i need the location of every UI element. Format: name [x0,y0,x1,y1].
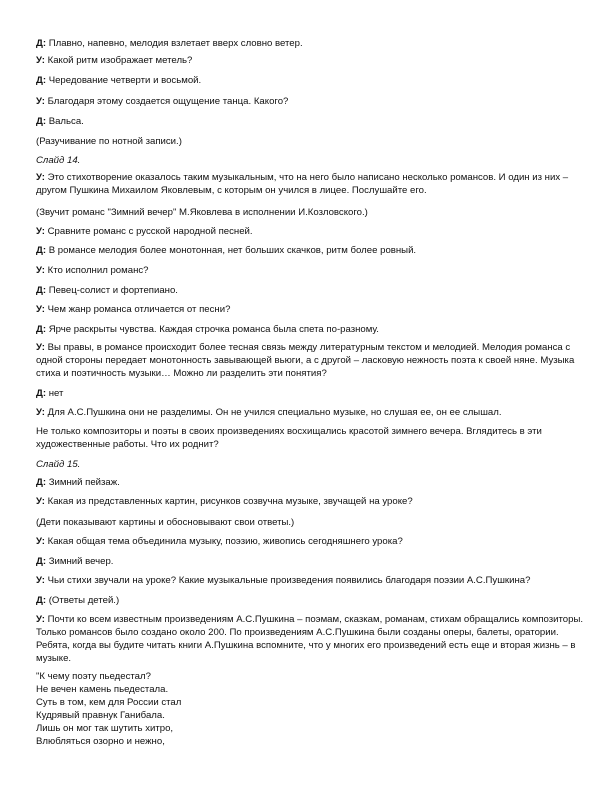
speaker-label: Д: [36,324,47,335]
speaker-label: У: [36,575,45,586]
paragraph-text: Это стихотворение оказалось таким музыкальным, что на него было написано несколько романсов. И один из них – другом Пушкина Михаилом Яковлевым, с которым он учился в лицее. Послушайте его. [36,172,569,196]
speaker-label: У: [36,55,45,66]
speaker-label: У: [36,342,45,353]
paragraph-text: (Звучит романс "Зимний вечер" М.Яковлева в исполнении И.Козловского.) [36,207,368,218]
paragraph [36,95,584,108]
speaker-label: У: [36,226,45,237]
speaker-label: У: [36,407,45,418]
paragraph [36,406,584,419]
paragraph [36,284,584,297]
paragraph-text: (Ответы детей.) [46,595,120,606]
poem [36,670,584,748]
poem-line: Кудрявый правнук Ганибала. [36,710,165,721]
paragraph-text: Благодаря этому создается ощущение танца. Какого? [44,96,289,107]
speaker-label: Д: [36,388,47,399]
poem-line: Влюбляться озорно и нежно, [36,736,165,747]
paragraph [36,476,584,489]
paragraph-text: Зимний вечер. [46,556,114,567]
speaker-label: У: [36,614,45,625]
slide-heading [36,458,584,471]
paragraph-text: Какая из представленных картин, рисунков созвучна музыке, звучащей на уроке? [44,496,413,507]
paragraph [36,264,584,277]
paragraph-text: Для А.С.Пушкина они не разделимы. Он не учился специально музыке, но слушая ее, он ее слышал. [44,407,502,418]
speaker-label: Д: [36,285,47,296]
paragraph-text: Какая общая тема объединила музыку, поэзию, живопись сегодняшнего урока? [44,536,403,547]
paragraph-text: нет [46,388,64,399]
paragraph-text: Ярче раскрыты чувства. Каждая строчка романса была спета по-разному. [46,324,379,335]
paragraph-text: Не только композиторы и поэты в своих произведениях восхищались красотой зимнего вечера. Вглядитесь в эти художественные работы. Что их роднит? [36,426,542,450]
speaker-label: Д: [36,595,47,606]
paragraph-text: Чьи стихи звучали на уроке? Какие музыкальные произведения появились благодаря поэзии А.С.Пушкина? [44,575,531,586]
paragraph [36,37,584,50]
paragraph [36,574,584,587]
paragraph-text: Вальса. [46,116,84,127]
paragraph-text: Зимний пейзаж. [46,477,120,488]
poem-line: Лишь он мог так шутить хитро, [36,723,174,734]
speaker-label: У: [36,172,45,183]
paragraph [36,341,584,380]
paragraph [36,74,584,87]
paragraph-text: Слайд 14. [36,155,81,166]
paragraph [36,135,584,148]
paragraph [36,115,584,128]
paragraph-text: (Дети показывают картины и обосновывают свои ответы.) [36,517,295,528]
speaker-label: Д: [36,116,47,127]
paragraph-text: Плавно, напевно, мелодия взлетает вверх словно ветер. [46,38,303,49]
paragraph [36,171,584,197]
paragraph-text: Сравните романс с русской народной песней. [44,226,253,237]
paragraph [36,206,584,219]
paragraph [36,54,584,67]
speaker-label: Д: [36,38,47,49]
paragraph-text: Чем жанр романса отличается от песни? [44,304,231,315]
paragraph [36,555,584,568]
paragraph [36,387,584,400]
paragraph [36,244,584,257]
paragraph-text: Певец-солист и фортепиано. [46,285,178,296]
poem-line: "К чему поэту пьедестал? [36,671,151,682]
speaker-label: У: [36,536,45,547]
paragraph-text: Кто исполнил романс? [44,265,149,276]
speaker-label: Д: [36,75,47,86]
paragraph [36,225,584,238]
speaker-label: У: [36,265,45,276]
paragraph [36,303,584,316]
poem-line: Суть в том, кем для России стал [36,697,182,708]
speaker-label: Д: [36,245,47,256]
paragraph-text: Какой ритм изображает метель? [44,55,193,66]
poem-line: Не вечен камень пьедестала. [36,684,169,695]
slide-heading [36,154,584,167]
paragraph [36,425,584,451]
paragraph-text: Почти ко всем известным произведениям А.С.Пушкина – поэмам, сказкам, романам, стихам обращались композиторы. Только романсов было создано около 200. По произведениям А.С.Пушкина были созданы оперы, балеты, оратории. Ребята, когда вы будите читать книги А.Пушкина вспомните, что у многих его произведений есть еще и вторая жизнь – в музыке. [36,614,584,664]
paragraph [36,323,584,336]
paragraph-text: Слайд 15. [36,459,81,470]
paragraph-text: Чередование четверти и восьмой. [46,75,202,86]
paragraph [36,495,584,508]
paragraph [36,613,584,665]
paragraph-text: (Разучивание по нотной записи.) [36,136,182,147]
speaker-label: У: [36,304,45,315]
speaker-label: Д: [36,477,47,488]
paragraph [36,535,584,548]
speaker-label: Д: [36,556,47,567]
paragraph-text: Вы правы, в романсе происходит более тесная связь между литературным текстом и мелодией. Мелодия романса с одной стороны передает монотонность завывающей вьюги, а с другой – ласковую нежность поэта к своей няне. Музыка стиха и поэтичность музыки… Можно ли разделить эти понятия? [36,342,575,379]
paragraph-text: В романсе мелодия более монотонная, нет больших скачков, ритм более ровный. [46,245,417,256]
paragraph [36,594,584,607]
speaker-label: У: [36,96,45,107]
speaker-label: У: [36,496,45,507]
paragraph [36,516,584,529]
